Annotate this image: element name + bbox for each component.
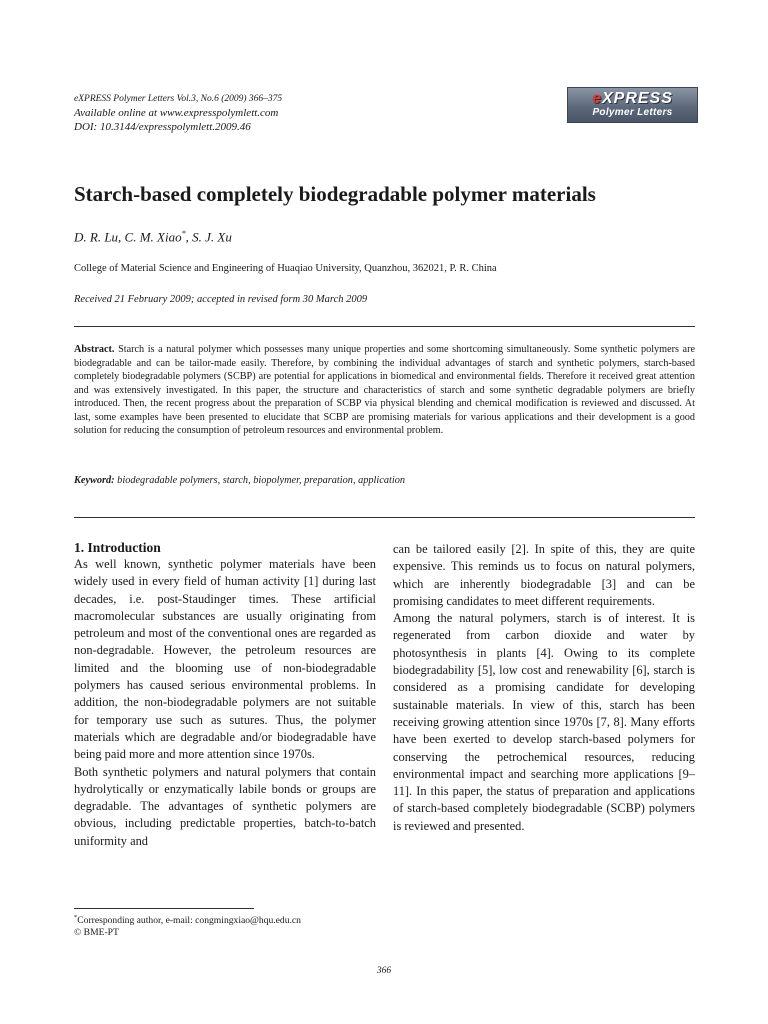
body-column-left: [74, 539, 376, 850]
paragraph: can be tailored easily [2]. In spite of this, they are quite expensive. This reminds us to focus on natural polymers, which are inherently biodegradable [3] and can be promising candidates to meet different requirements.: [393, 542, 695, 608]
section-heading: 1. Introduction: [74, 540, 161, 555]
bottom-divider: [74, 517, 695, 518]
available-online-line: Available online at www.expresspolymlett.com: [74, 107, 279, 119]
keyword-text: biodegradable polymers, starch, biopolymer, preparation, application: [114, 475, 405, 486]
footnotes: [74, 912, 301, 939]
keyword-label: Keyword:: [74, 475, 115, 486]
author-list: D. R. Lu, C. M. Xiao*, S. J. Xu: [74, 229, 232, 245]
abstract-label: Abstract.: [74, 344, 115, 355]
paragraph: As well known, synthetic polymer materials have been widely used in every field of human activity [1] during last decades, i.e. post-Staudinger times. These artificial macromolecular substances are usually originating from petroleum and most of the conventional ones are regarded as non-degradable. However, the petroleum resources are limited and the blooming use of non-biodegradable polymers has caused serious environmental problems. In addition, the non-biodegradable polymers are not suitable for temporary use such as sutures. Thus, the polymer materials which are degradable and/or biodegradable have being paid more and more attention since 1970s.: [74, 557, 376, 762]
copyright: © BME-PT: [74, 927, 119, 939]
logo-top-text: eXPRESS: [592, 90, 673, 107]
doi-line: DOI: 10.3144/expresspolymlett.2009.46: [74, 121, 251, 133]
page-number: 366: [376, 966, 392, 976]
footnote-divider: [74, 908, 254, 909]
journal-header: [74, 93, 282, 134]
logo-bottom-text: Polymer Letters: [592, 107, 673, 118]
corresponding-mark: *: [181, 229, 186, 238]
paragraph: Both synthetic polymers and natural polymers that contain hydrolytically or enzymatically labile bonds or groups are degradable. The advantages of synthetic polymers are obvious, including predictable properties, batch-to-batch uniformity and: [74, 764, 376, 848]
corresponding-footnote: *Corresponding author, e-mail: congmingxiao@hqu.edu.cn: [74, 914, 301, 927]
received-dates: Received 21 February 2009; accepted in revised form 30 March 2009: [74, 294, 368, 305]
paragraph: Among the natural polymers, starch is of interest. It is regenerated from carbon dioxide and water by photosynthesis in plants [4]. Owing to its complete biodegradability [5], low cost and renewability [6], starch is considered as a promising candidate for developing sustainable materials. In view of this, starch has been receiving growing attention since 1970s [7, 8]. Many efforts have been exerted to develop starch-based polymers for conserving the petrochemical resources, reducing environmental impact and searching more applications [9–11]. In this paper, the status of preparation and applications of starch-based completely biodegradable (SCBP) polymers is reviewed and presented.: [393, 611, 695, 833]
abstract: [74, 343, 695, 438]
keywords: [74, 475, 405, 486]
journal-citation: eXPRESS Polymer Letters Vol.3, No.6 (2009) 366–375: [74, 94, 283, 104]
affiliation: College of Material Science and Engineering of Huaqiao University, Quanzhou, 362021, P. R. China: [74, 263, 497, 274]
body-column-right: [393, 541, 695, 835]
article-title: Starch-based completely biodegradable polymer materials: [74, 182, 596, 206]
top-divider: [74, 326, 695, 327]
abstract-text: Starch is a natural polymer which possesses many unique properties and some shortcoming simultaneously. Some synthetic polymers are biodegradable and can be tailor-made easily. Therefore, by combining the individual advantages of starch and synthetic polymers, starch-based completely biodegradable polymers (SCBP) are potential for applications in biomedical and environmental fields. Therefore it received great attention and was extensively investigated. In this paper, the structure and characteristics of starch and some synthetic degradable polymers are briefly introduced. Then, the recent progress about the preparation of SCBP via physical blending and chemical modification is reviewed and discussed. At last, some examples have been presented to elucidate that SCBP are promising materials for various applications and their development is a good solution for reducing the consumption of petroleum resources and environmental problem.: [74, 344, 695, 436]
journal-logo: [567, 87, 698, 123]
